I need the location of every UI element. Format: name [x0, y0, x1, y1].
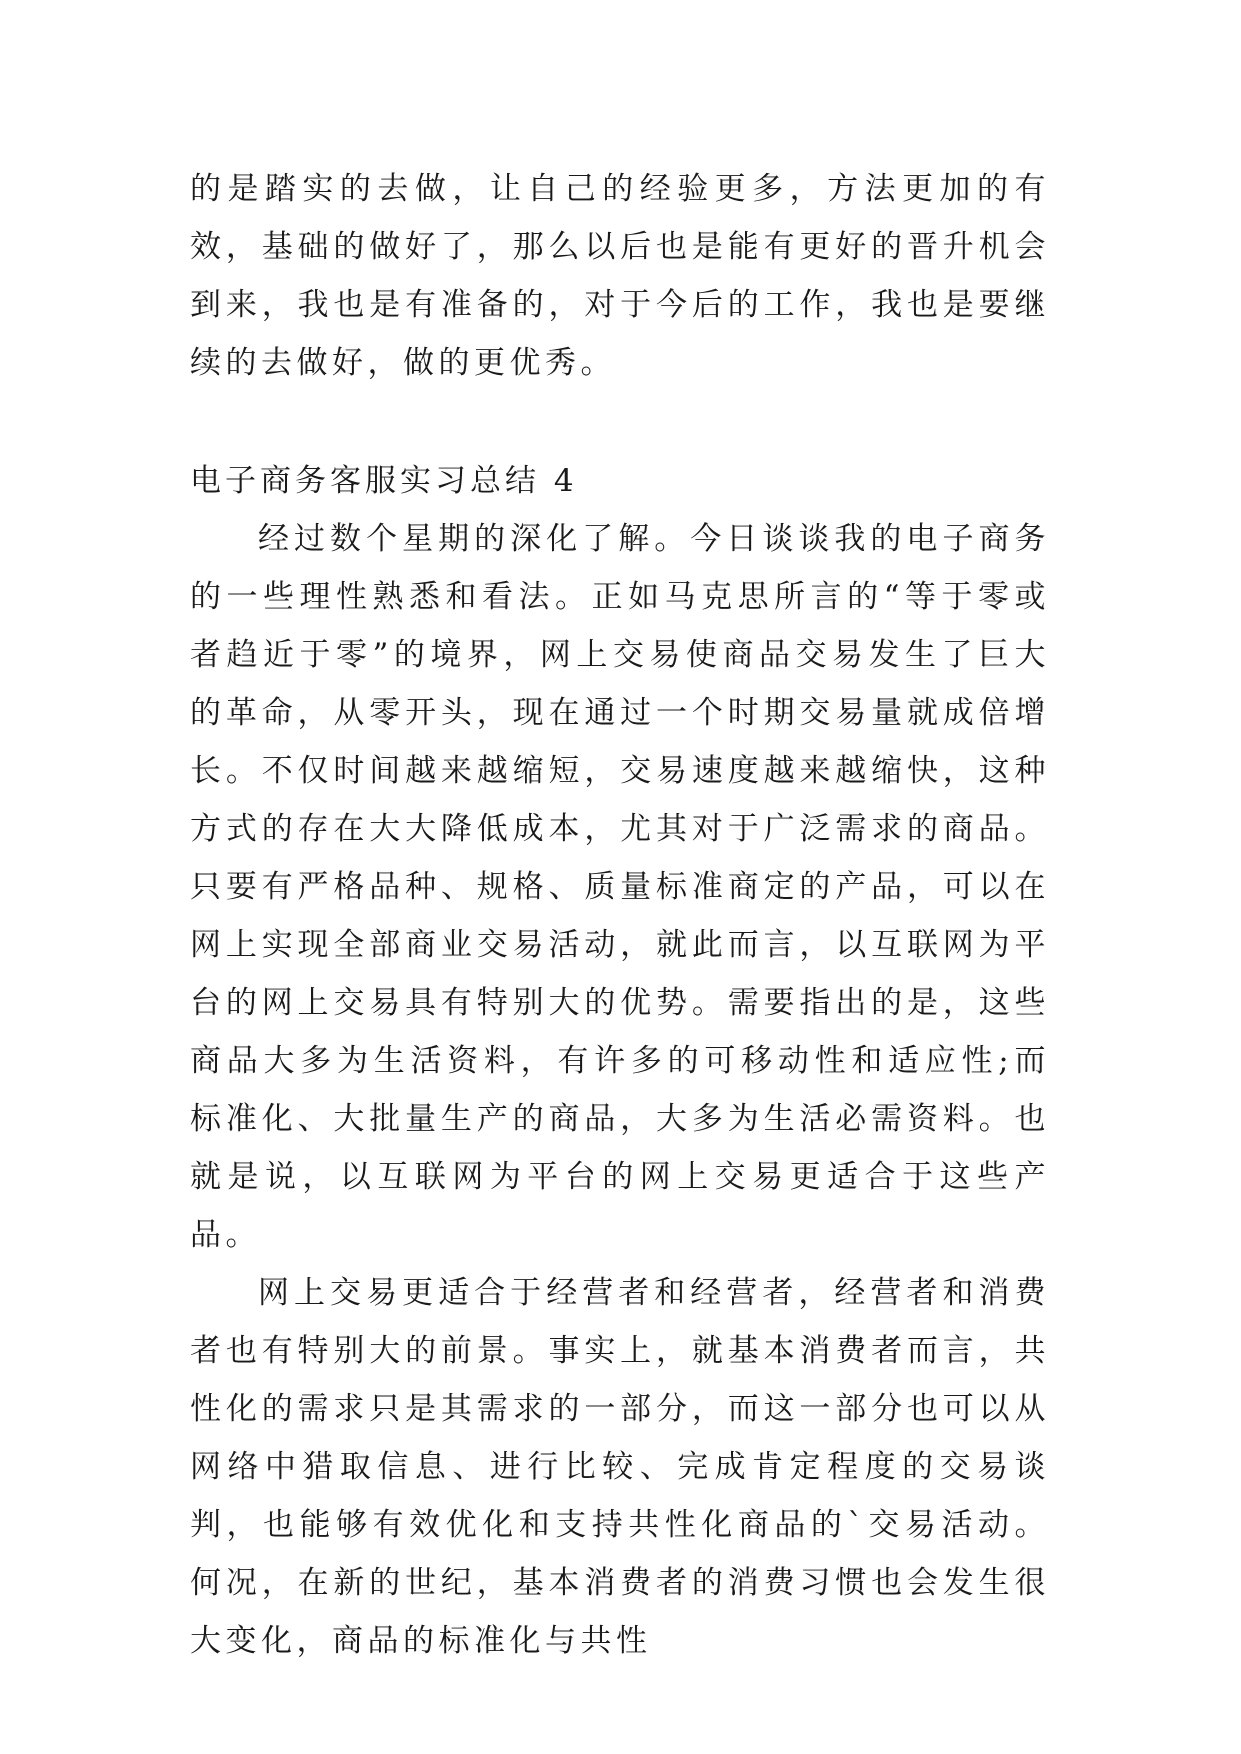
paragraph-1: 经过数个星期的深化了解。今日谈谈我的电子商务的一些理性熟悉和看法。正如马克思所言的“等于零或者趋近于零”的境界，网上交易使商品交易发生了巨大的革命，从零开头，现在通过一个时期交易量就成倍增长。不仅时间越来越缩短，交易速度越来越缩快，这种方式的存在大大降低成本，尤其对于广泛需求的商品。只要有严格品种、规格、质量标准商定的产品，可以在网上实现全部商业交易活动，就此而言，以互联网为平台的网上交易具有特别大的优势。需要指出的是，这些商品大多为生活资料，有许多的可移动性和适应性;而标准化、大批量生产的商品，大多为生活必需资料。也就是说，以互联网为平台的网上交易更适合于这些产品。 — [190, 521, 1050, 1253]
paragraph-2: 网上交易更适合于经营者和经营者，经营者和消费者也有特别大的前景。事实上，就基本消费者而言，共性化的需求只是其需求的一部分，而这一部分也可以从网络中猎取信息、进行比较、完成肯定程度的交易谈判，也能够有效优化和支持共性化商品的`交易活动。何况，在新的世纪，基本消费者的消费习惯也会发生很大变化，商品的标准化与共性 — [190, 1275, 1050, 1659]
continuation-block — [190, 160, 1050, 392]
continuation-paragraph: 的是踏实的去做，让自己的经验更多，方法更加的有效，基础的做好了，那么以后也是能有更好的晋升机会到来，我也是有准备的，对于今后的工作，我也是要继续的去做好，做的更优秀。 — [190, 171, 1050, 381]
body-text — [190, 510, 1050, 1670]
section-title: 电子商务客服实习总结 4 — [190, 463, 578, 499]
